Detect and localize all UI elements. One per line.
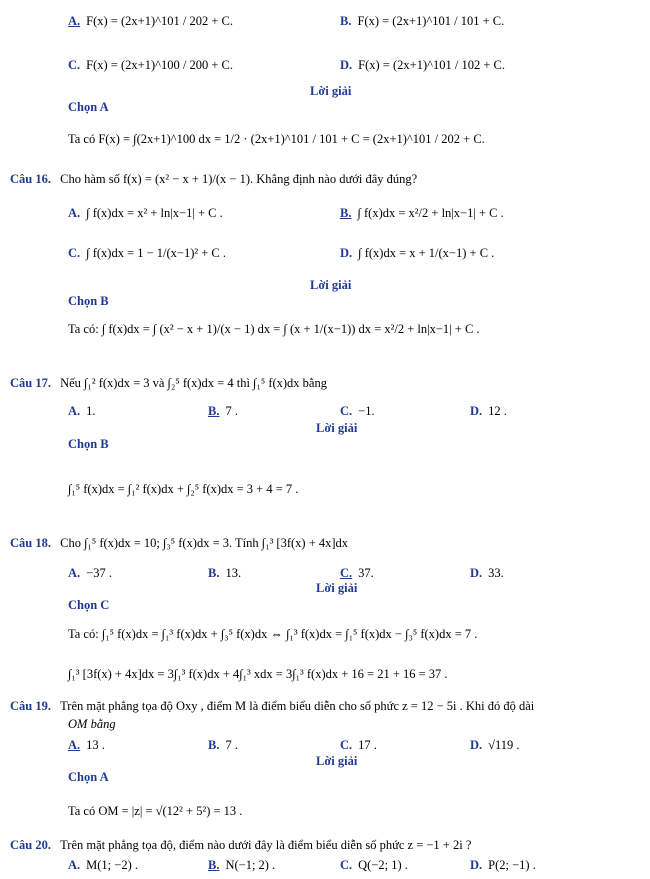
option-label: A. (68, 404, 81, 418)
option-text: 33. (488, 566, 504, 580)
option-label: D. (470, 738, 483, 752)
option-a (68, 404, 96, 418)
solution-heading: Lời giải (316, 754, 358, 768)
question-18 (10, 536, 348, 550)
answer-choice: Chọn A (68, 100, 109, 114)
question-number: Câu 18. (10, 536, 51, 550)
option-b (340, 14, 504, 28)
option-d (470, 404, 507, 418)
option-a (68, 566, 112, 580)
answer-choice: Chọn C (68, 598, 110, 612)
solution-heading: Lời giải (316, 421, 358, 435)
question-number: Câu 19. (10, 699, 51, 713)
option-label: A. (68, 206, 81, 220)
option-label: C. (68, 58, 81, 72)
option-text: 37. (358, 566, 374, 580)
question-text: Cho hàm số f(x) = (x² − x + 1)/(x − 1). Khẳng định nào dưới đây đúng? (60, 172, 418, 186)
option-text: N(−1; 2) . (225, 858, 276, 872)
question-text: Trên mặt phẳng tọa độ Oxy , điểm M là điểm biểu diễn cho số phức z = 12 − 5i . Khi đó độ dài (60, 699, 535, 713)
option-text: F(x) = (2x+1)^101 / 202 + C. (86, 14, 233, 28)
option-text: F(x) = (2x+1)^100 / 200 + C. (86, 58, 233, 72)
option-label: C. (340, 738, 353, 752)
option-text: 12 . (488, 404, 507, 418)
answer-choice: Chọn A (68, 770, 109, 784)
option-d (470, 738, 520, 752)
option-text: P(2; −1) . (488, 858, 536, 872)
option-text: 7 . (225, 738, 238, 752)
solution-work: ∫₁⁵ f(x)dx = ∫₁² f(x)dx + ∫₂⁵ f(x)dx = 3 + 4 = 7 . (68, 482, 299, 496)
option-text: √119 . (488, 738, 520, 752)
option-label: B. (208, 858, 220, 872)
option-c (340, 858, 408, 872)
option-c (68, 246, 226, 260)
option-label: B. (340, 14, 352, 28)
option-text: ∫ f(x)dx = x² + ln|x−1| + C . (86, 206, 223, 220)
question-20 (10, 838, 471, 852)
option-label: B. (208, 404, 220, 418)
option-label: D. (470, 404, 483, 418)
option-label: B. (340, 206, 352, 220)
option-text: Q(−2; 1) . (358, 858, 408, 872)
question-text: Nếu ∫₁² f(x)dx = 3 và ∫₂⁵ f(x)dx = 4 thì ∫₁⁵ f(x)dx bằng (60, 376, 327, 390)
solution-work: Ta có: ∫ f(x)dx = ∫ (x² − x + 1)/(x − 1) dx = ∫ (x + 1/(x−1)) dx = x²/2 + ln|x−1| + C . (68, 322, 480, 336)
question-number: Câu 16. (10, 172, 51, 186)
option-label: C. (340, 404, 353, 418)
option-text: ∫ f(x)dx = 1 − 1/(x−1)² + C . (86, 246, 227, 260)
option-label: A. (68, 566, 81, 580)
option-label: D. (470, 858, 483, 872)
option-text: 17 . (358, 738, 377, 752)
option-text: −37 . (86, 566, 112, 580)
option-d (470, 566, 504, 580)
question-16 (10, 172, 417, 186)
option-label: D. (340, 58, 353, 72)
option-text: F(x) = (2x+1)^101 / 102 + C. (358, 58, 505, 72)
solution-work-2: ∫₁³ [3f(x) + 4x]dx = 3∫₁³ f(x)dx + 4∫₁³ xdx = 3∫₁³ f(x)dx + 16 = 21 + 16 = 37 . (68, 667, 448, 681)
option-label: B. (208, 566, 220, 580)
option-c (340, 566, 374, 580)
option-d (470, 858, 536, 872)
option-a (68, 14, 233, 28)
option-a (68, 206, 223, 220)
option-text: 1. (86, 404, 96, 418)
option-text: F(x) = (2x+1)^101 / 101 + C. (357, 14, 505, 28)
option-b (208, 738, 238, 752)
option-d (340, 58, 505, 72)
question-text: Cho ∫₁⁵ f(x)dx = 10; ∫₃⁵ f(x)dx = 3. Tính ∫₁³ [3f(x) + 4x]dx (60, 536, 349, 550)
option-text: 13 . (86, 738, 105, 752)
option-b (208, 404, 238, 418)
option-label: C. (68, 246, 81, 260)
option-a (68, 858, 138, 872)
option-label: B. (208, 738, 220, 752)
question-text: Trên mặt phẳng tọa độ, điểm nào dưới đây là điểm biểu diễn số phức z = −1 + 2i ? (60, 838, 472, 852)
option-b (208, 858, 275, 872)
solution-work-1: Ta có: ∫₁⁵ f(x)dx = ∫₁³ f(x)dx + ∫₃⁵ f(x)dx ⇔ ∫₁³ f(x)dx = ∫₁⁵ f(x)dx − ∫₃⁵ f(x)dx = 7 . (68, 627, 478, 641)
option-a (68, 738, 105, 752)
option-text: 7 . (225, 404, 238, 418)
option-b (208, 566, 241, 580)
question-number: Câu 20. (10, 838, 51, 852)
option-label: C. (340, 858, 353, 872)
question-number: Câu 17. (10, 376, 51, 390)
question-17 (10, 376, 327, 390)
option-c (340, 404, 375, 418)
option-d (340, 246, 494, 260)
option-label: D. (340, 246, 353, 260)
option-label: A. (68, 858, 81, 872)
option-label: A. (68, 14, 81, 28)
solution-heading: Lời giải (310, 278, 352, 292)
solution-heading: Lời giải (310, 84, 352, 98)
option-c (340, 738, 377, 752)
solution-work: Ta có F(x) = ∫(2x+1)^100 dx = 1/2 · (2x+1)^101 / 101 + C = (2x+1)^101 / 202 + C. (68, 132, 485, 146)
option-text: ∫ f(x)dx = x²/2 + ln|x−1| + C . (357, 206, 504, 220)
option-text: ∫ f(x)dx = x + 1/(x−1) + C . (358, 246, 495, 260)
solution-work: Ta có OM = |z| = √(12² + 5²) = 13 . (68, 804, 243, 818)
question-19 (10, 699, 534, 713)
option-text: 13. (225, 566, 242, 580)
question-text-continued: OM bằng (68, 717, 116, 731)
option-c (68, 58, 233, 72)
option-label: A. (68, 738, 81, 752)
option-label: D. (470, 566, 483, 580)
option-label: C. (340, 566, 353, 580)
answer-choice: Chọn B (68, 437, 109, 451)
solution-heading: Lời giải (316, 581, 358, 595)
option-b (340, 206, 504, 220)
answer-choice: Chọn B (68, 294, 109, 308)
option-text: −1. (358, 404, 375, 418)
option-text: M(1; −2) . (86, 858, 138, 872)
